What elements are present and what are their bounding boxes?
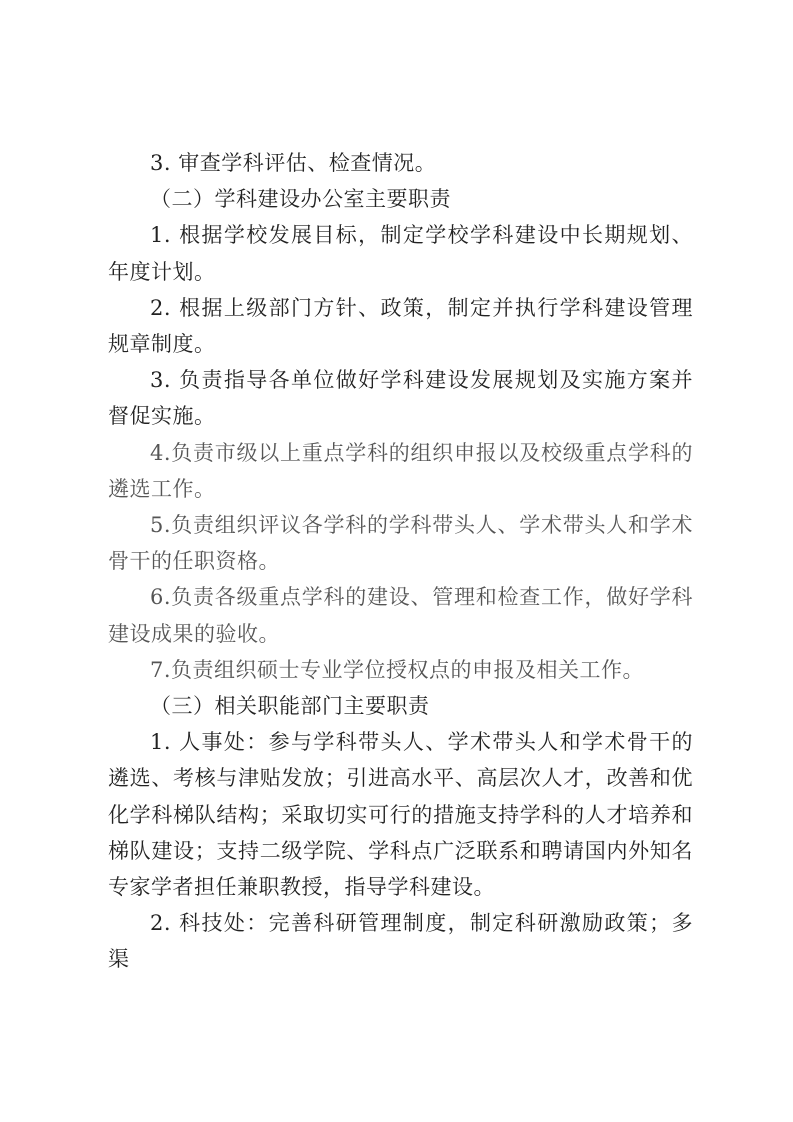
- item-guide-implementation: 3. 负责指导各单位做好学科建设发展规划及实施方案并督促实施。: [108, 368, 693, 429]
- item-master-degree-application: 7.负责组织硕士专业学位授权点的申报及相关工作。: [150, 657, 645, 682]
- item-review-evaluation: 3. 审查学科评估、检查情况。: [150, 151, 437, 175]
- item-key-discipline-application: 4.负责市级以上重点学科的组织申报以及校级重点学科的遴选工作。: [108, 440, 693, 501]
- item-management-rules: 2. 根据上级部门方针、政策，制定并执行学科建设管理规章制度。: [108, 295, 693, 357]
- item-construction-acceptance: 6.负责各级重点学科的建设、管理和检查工作，做好学科建设成果的验收。: [108, 585, 693, 646]
- document-body: [108, 145, 693, 978]
- item-leader-qualification: 5.负责组织评议各学科的学科带头人、学术带头人和学术骨干的任职资格。: [108, 513, 693, 574]
- item-personnel-office: 1. 人事处：参与学科带头人、学术带头人和学术骨干的遴选、考核与津贴发放；引进高水平、高层次人才，改善和优化学科梯队结构；采取切实可行的措施支持学科的人才培养和梯队建设；支持二级学院、学科点广泛联系和聘请国内外知名专家学者担任兼职教授，指导学科建设。: [108, 730, 693, 900]
- section-heading-functional-departments: （三）相关职能部门主要职责: [150, 694, 430, 719]
- section-heading-discipline-office: （二）学科建设办公室主要职责: [150, 187, 451, 212]
- item-science-technology-office: 2. 科技处：完善科研管理制度，制定科研激励政策；多渠: [108, 911, 693, 972]
- item-plan-development: 1. 根据学校发展目标，制定学校学科建设中长期规划、年度计划。: [108, 223, 693, 284]
